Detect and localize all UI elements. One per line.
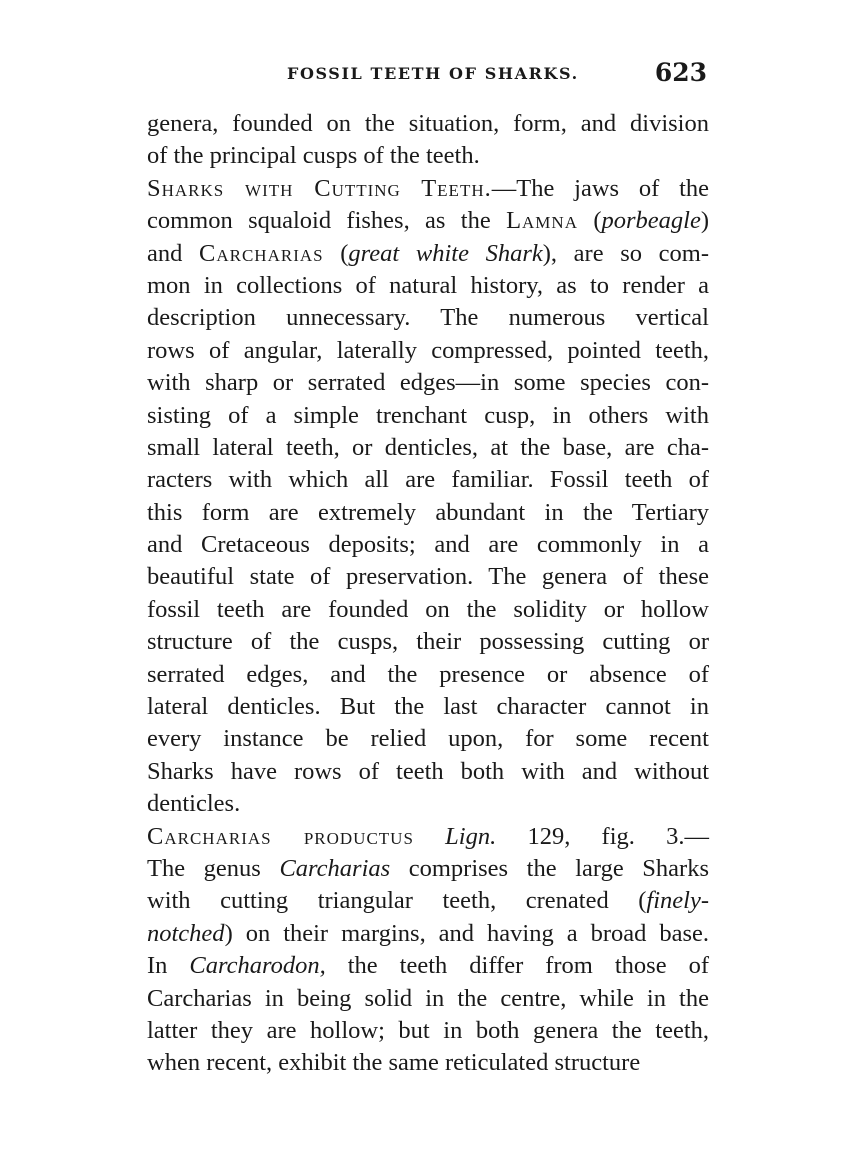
text-run: Carcharias in being solid in the centre, while in the: [147, 984, 709, 1012]
text-run: beautiful state of preservation. The genera of these: [147, 563, 709, 591]
page-header: [147, 58, 709, 94]
text-run: common squaloid fishes, as the: [147, 207, 507, 235]
text-run: the teeth differ from those of: [325, 952, 709, 980]
text-line: [147, 561, 709, 593]
text-run: In: [147, 952, 190, 980]
text-line: [147, 691, 709, 723]
text-run: ) on their margins, and having a broad base.: [224, 919, 709, 947]
small-caps-text: Carcharias: [199, 239, 324, 267]
text-run: serrated edges, and the presence or absence of: [147, 660, 709, 688]
text-run: every instance be relied upon, for some recent: [147, 725, 709, 753]
text-run: latter they are hollow; but in both genera the teeth,: [147, 1016, 709, 1044]
text-line: [147, 238, 709, 270]
text-run: small lateral teeth, or denticles, at the base, are cha-: [147, 433, 709, 461]
text-line: [147, 853, 709, 885]
text-run: with cutting triangular teeth, crenated (: [147, 887, 647, 915]
text-run: [414, 823, 445, 850]
text-line: [147, 788, 709, 820]
text-run: ), are so com-: [542, 239, 709, 267]
text-run: denticles.: [147, 790, 241, 818]
text-run: and: [147, 239, 200, 267]
italic-text: Carcharias: [279, 854, 391, 882]
text-run: 129, fig. 3.—: [496, 822, 709, 850]
text-line: [147, 885, 709, 917]
text-run: and Cretaceous deposits; and are commonly in a: [147, 531, 709, 559]
text-line: [147, 367, 709, 399]
text-line: [147, 983, 709, 1015]
text-line: [147, 270, 709, 302]
body-text: [147, 108, 709, 1080]
text-line: [147, 1015, 709, 1047]
text-run: with sharp or serrated edges—in some species con-: [147, 369, 709, 397]
italic-text: Carcharodon,: [189, 952, 326, 980]
page-number: 623: [654, 58, 707, 87]
italic-text: finely-: [646, 887, 709, 915]
text-run: sisting of a simple trenchant cusp, in others with: [147, 401, 709, 429]
text-line: [147, 756, 709, 788]
text-run: (: [577, 207, 602, 235]
text-run: racters with which all are familiar. Fossil teeth of: [147, 466, 709, 494]
small-caps-text: Sharks with Cutting Teeth.: [147, 174, 492, 202]
text-line: [147, 950, 709, 982]
text-run: ): [700, 207, 709, 235]
text-line: [147, 594, 709, 626]
text-line: [147, 659, 709, 691]
text-run: —The jaws of the: [491, 174, 710, 202]
text-line: [147, 302, 709, 334]
text-run: rows of angular, laterally compressed, pointed teeth,: [147, 336, 709, 364]
text-run: this form are extremely abundant in the Tertiary: [147, 498, 709, 526]
italic-text: great white Shark: [348, 239, 543, 267]
text-line: [147, 529, 709, 561]
text-line: [147, 626, 709, 658]
text-run: mon in collections of natural history, as to render a: [147, 271, 709, 299]
italic-text: porbeagle: [601, 207, 701, 235]
text-run: fossil teeth are founded on the solidity or hollow: [147, 595, 709, 623]
text-line: [147, 335, 709, 367]
text-line: [147, 108, 709, 140]
text-run: of the principal cusps of the teeth.: [147, 142, 480, 170]
text-line: [147, 173, 709, 205]
text-run: genera, founded on the situation, form, and division: [147, 110, 709, 137]
text-line: [147, 723, 709, 755]
text-run: comprises the large Sharks: [390, 854, 709, 882]
small-caps-text: Carcharias productus: [147, 822, 414, 850]
text-line: [147, 821, 709, 853]
small-caps-text: Lamna: [506, 207, 578, 235]
text-line: [147, 400, 709, 432]
italic-text: notched: [147, 919, 225, 947]
text-line: [147, 497, 709, 529]
text-run: structure of the cusps, their possessing cutting or: [147, 628, 709, 656]
text-line: [147, 1047, 709, 1079]
text-run: The genus: [147, 854, 280, 882]
text-run: lateral denticles. But the last character cannot in: [147, 693, 709, 721]
text-line: [147, 464, 709, 496]
text-run: (: [323, 239, 349, 267]
text-run: description unnecessary. The numerous vertical: [147, 304, 709, 332]
italic-text: Lign.: [445, 822, 497, 850]
text-line: [147, 140, 709, 172]
text-run: when recent, exhibit the same reticulated structure: [147, 1049, 641, 1077]
running-title: FOSSIL TEETH OF SHARKS.: [287, 64, 579, 83]
text-line: [147, 432, 709, 464]
text-run: Sharks have rows of teeth both with and without: [147, 757, 709, 785]
text-line: [147, 918, 709, 950]
text-line: [147, 205, 709, 237]
